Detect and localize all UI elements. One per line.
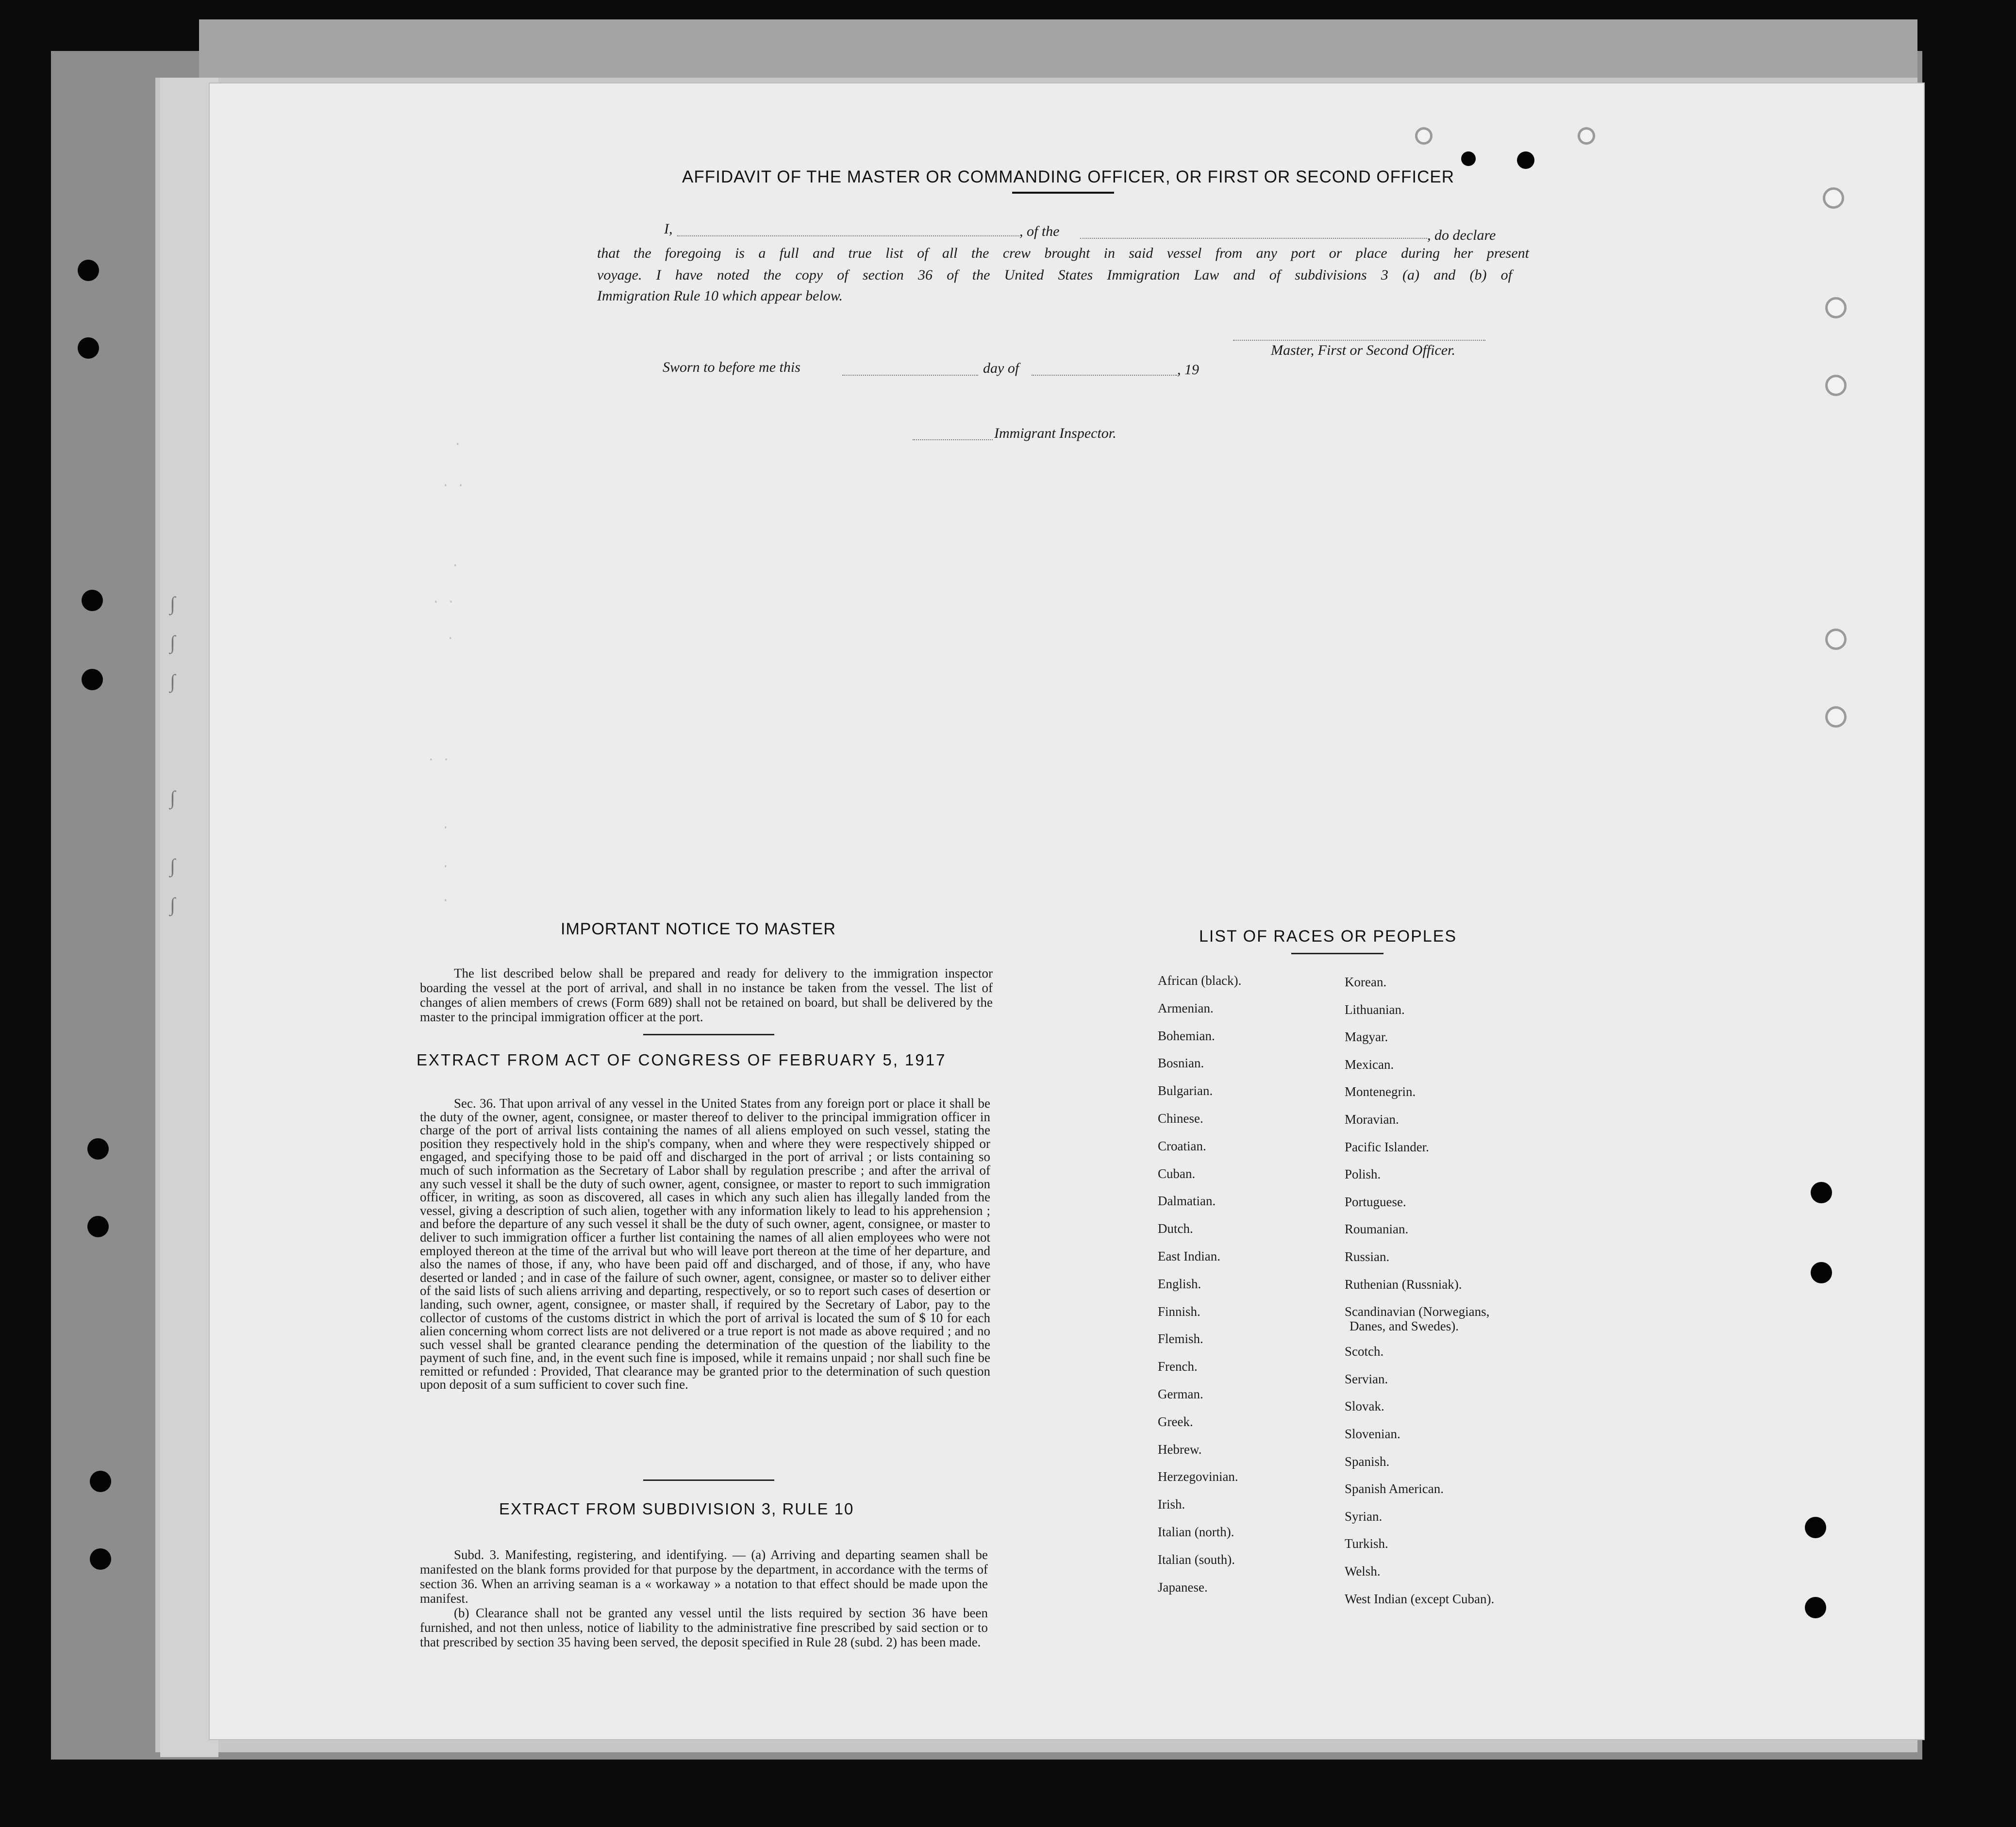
race-item: Dutch. [1158, 1221, 1193, 1236]
race-item: Chinese. [1158, 1111, 1203, 1126]
section-divider [643, 1034, 774, 1035]
day-blank[interactable] [842, 375, 978, 376]
race-item: Bosnian. [1158, 1056, 1204, 1071]
underlying-handwriting: ∫ [170, 787, 175, 809]
ring-hole [1825, 706, 1847, 728]
race-item: Bohemian. [1158, 1028, 1215, 1043]
race-item: Moravian. [1345, 1112, 1399, 1127]
race-item: Scandinavian (Norwegians, [1345, 1304, 1490, 1319]
punch-hole [1805, 1597, 1826, 1618]
bleed-through-mark: · [454, 437, 462, 451]
punch-hole [87, 1138, 109, 1160]
race-item: Syrian. [1345, 1509, 1383, 1524]
race-item: Flemish. [1158, 1331, 1203, 1346]
race-item: Finnish. [1158, 1304, 1200, 1319]
affidavit-line-2: voyage. I have noted the copy of section 36 of the United States Immigration Law and of subdivisions 3 (a) and (b) of [597, 267, 1512, 283]
punch-hole [78, 260, 99, 281]
race-item: Mexican. [1345, 1057, 1394, 1072]
race-item: Hebrew. [1158, 1442, 1202, 1457]
race-item: Dalmatian. [1158, 1194, 1216, 1209]
punch-hole [90, 1471, 111, 1492]
bleed-through-mark: · [442, 820, 450, 835]
race-item: Irish. [1158, 1497, 1185, 1512]
race-item: Pacific Islander. [1345, 1139, 1429, 1154]
bleed-through-mark: · · [442, 478, 465, 493]
race-item: Turkish. [1345, 1536, 1388, 1551]
race-item: Greek. [1158, 1414, 1193, 1429]
race-item: English. [1158, 1276, 1201, 1291]
underlying-handwriting: ∫ [170, 670, 175, 692]
punch-hole [1461, 151, 1476, 166]
bleed-through-mark: · · [432, 595, 455, 609]
punch-hole [82, 590, 103, 611]
ring-hole [1825, 297, 1847, 318]
punch-hole [87, 1216, 109, 1237]
section-divider [643, 1479, 774, 1481]
ring-hole [1825, 375, 1847, 396]
notice-title: IMPORTANT NOTICE TO MASTER [561, 920, 836, 938]
punch-hole [1517, 151, 1534, 169]
race-item: Herzegovinian. [1158, 1469, 1238, 1484]
inspector-signature-line[interactable] [913, 439, 993, 440]
races-title: LIST OF RACES OR PEOPLES [1199, 927, 1457, 946]
document-page [209, 83, 1925, 1740]
affidavit-do-declare: , do declare [1427, 227, 1496, 243]
race-item: Roumanian. [1345, 1222, 1409, 1237]
punch-hole [78, 337, 99, 359]
race-item: German. [1158, 1387, 1203, 1401]
race-item: Russian. [1345, 1249, 1390, 1264]
race-item: Bulgarian. [1158, 1083, 1213, 1098]
name-blank[interactable] [677, 235, 1019, 236]
master-signature-line[interactable] [1233, 340, 1485, 341]
underlying-handwriting: ∫ [170, 631, 175, 653]
affidavit-of-the: , of the [1019, 223, 1060, 239]
race-item: Spanish. [1345, 1454, 1390, 1469]
races-title-underline [1291, 953, 1383, 954]
bleed-through-mark: · · [427, 752, 450, 767]
race-item: Ruthenian (Russniak). [1345, 1277, 1462, 1292]
race-item: Servian. [1345, 1371, 1388, 1386]
race-item: Polish. [1345, 1167, 1381, 1182]
ring-hole [1415, 127, 1433, 145]
underlying-handwriting: ∫ [170, 593, 175, 615]
underlying-handwriting: ∫ [170, 855, 175, 877]
race-item: Lithuanian. [1345, 1002, 1405, 1017]
race-item: Cuban. [1158, 1166, 1196, 1181]
extract-act-text: Sec. 36. That upon arrival of any vessel in the United States from any foreign port or place it shall be the duty of the owner, agent, consignee, or master thereof to deliver to the principal immigration officer in charge of the port of arrival lists containing the names of all aliens employed on such vessel, stating the position they respectively hold in the ship's company, when and where they were respectively shipped or engaged, and specifying those to be paid off and discharged in the port of arrival ; or lists containing so much of such information as the Secretary of Labor shall by regulation prescribe ; and after the arrival of any such vessel it shall be the duty of such owner, agent, consignee, or master to report to such immigration officer, in writing, as soon as discovered, all cases in which any such alien has illegally landed from the vessel, giving a description of such alien, together with any information likely to lead to his apprehension ; and before the departure of any such vessel it shall be the duty of such owner, agent, consignee, or master to deliver to such immigration officer a further list containing the names of all alien employees who were not employed thereon at the time of the arrival but who will leave port thereon at the time of her departure, and also the names of those, if any, who have been paid off and discharged, and of those, if any, who have deserted or landed ; and in case of the failure of such owner, agent, consignee, or master so to deliver either of the said lists of such aliens arriving and departing, respectively, or so to report such cases of desertion or landing, such owner, agent, consignee, or master shall, if required by the Secretary of Labor, pay to the collector of customs of the customs district in which the port of arrival is located the sum of $ 10 for each alien concerning whom correct lists are not delivered or a true report is not made as above required ; and no such vessel shall be granted clearance pending the determination of the question of the liability to the payment of such fine, and, in the event such fine is imposed, while it remains unpaid ; nor shall such fine be remitted or refunded : Provided, That clearance may be granted prior to the determination of such question upon deposit of a sum sufficient to cover such fine. [420, 1096, 990, 1392]
race-item: Italian (south). [1158, 1552, 1235, 1567]
ring-hole [1823, 187, 1844, 209]
affidavit-line-1: that the foregoing is a full and true list of all the crew brought in said vessel from any port or place during her present [597, 245, 1529, 261]
race-item: Scotch. [1345, 1344, 1384, 1359]
race-item: Italian (north). [1158, 1525, 1234, 1539]
bleed-through-mark: · [442, 893, 450, 908]
race-item: Portuguese. [1345, 1194, 1406, 1209]
underlying-handwriting: ∫ [170, 894, 175, 915]
month-blank[interactable] [1032, 375, 1177, 376]
race-item: Croatian. [1158, 1138, 1206, 1153]
extract-rule-text: Subd. 3. Manifesting, registering, and identifying. — (a) Arriving and departing seamen shall be manifested on the blank forms provided for that purpose by the department, in accordance with the terms of section 36. When an arriving seaman is a « workaway » a notation to that effect should be made upon the manifest. (b) Clearance shall not be granted any vessel until the lists required by section 36 have been furnished, and not then unless, notice of liability to the administrative fine prescribed by said section or to that prescribed by section 35 having been served, the deposit specified in Rule 28 (subd. 2) has been made. [420, 1547, 988, 1649]
master-signature-label: Master, First or Second Officer. [1271, 342, 1455, 358]
inspector-label: Immigrant Inspector. [994, 425, 1116, 441]
race-item: Danes, and Swedes). [1350, 1319, 1459, 1334]
affidavit-i: I, [664, 221, 673, 237]
punch-hole [1805, 1517, 1826, 1538]
bleed-through-mark: · [447, 631, 454, 646]
punch-hole [1811, 1182, 1832, 1203]
affidavit-title: AFFIDAVIT OF THE MASTER OR COMMANDING OFFICER, OR FIRST OR SECOND OFFICER [682, 167, 1455, 186]
race-item: Slovak. [1345, 1399, 1384, 1414]
race-item: West Indian (except Cuban). [1345, 1591, 1495, 1606]
day-of-label: day of [983, 360, 1019, 376]
race-item: Korean. [1345, 975, 1387, 989]
race-item: Japanese. [1158, 1579, 1208, 1594]
ring-hole [1825, 629, 1847, 650]
race-item: Welsh. [1345, 1564, 1381, 1578]
vessel-blank[interactable] [1080, 238, 1427, 239]
affidavit-line-3: Immigration Rule 10 which appear below. [597, 288, 843, 304]
punch-hole [90, 1548, 111, 1570]
race-item: Spanish American. [1345, 1481, 1444, 1496]
ring-hole [1578, 127, 1595, 145]
sworn-label: Sworn to before me this [663, 359, 800, 375]
race-item: Armenian. [1158, 1000, 1214, 1015]
punch-hole [1811, 1262, 1832, 1283]
race-item: East Indian. [1158, 1249, 1220, 1263]
race-item: Montenegrin. [1345, 1084, 1416, 1099]
race-item: Slovenian. [1345, 1427, 1400, 1441]
punch-hole [82, 669, 103, 690]
year-label: , 19 [1177, 362, 1199, 378]
bleed-through-mark: · [442, 859, 450, 874]
race-item: French. [1158, 1359, 1198, 1374]
race-item: African (black). [1158, 973, 1242, 988]
notice-text: The list described below shall be prepared and ready for delivery to the immigration inspector boarding the vessel at the port of arrival, and shall in no instance be taken from the vessel. The list of changes of alien members of crews (Form 689) shall not be retained on board, but shall be delivered by the master to the principal immigration officer at the port. [420, 966, 993, 1024]
title-underline [1012, 192, 1114, 194]
race-item: Magyar. [1345, 1030, 1388, 1045]
extract-rule-title: EXTRACT FROM SUBDIVISION 3, RULE 10 [499, 1500, 854, 1518]
bleed-through-mark: · [451, 558, 459, 573]
extract-act-title: EXTRACT FROM ACT OF CONGRESS OF FEBRUARY 5, 1917 [417, 1051, 947, 1069]
